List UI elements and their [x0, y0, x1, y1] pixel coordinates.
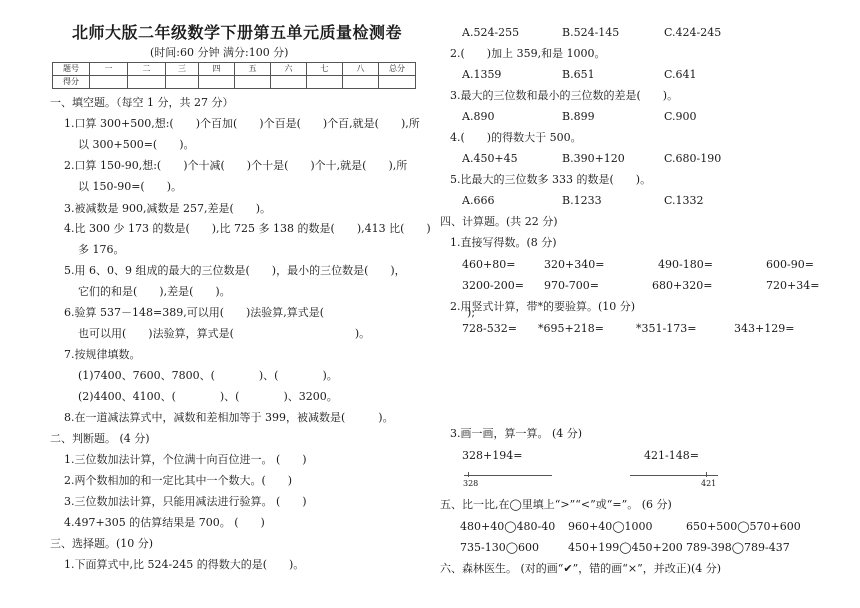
choice-option[interactable]: C.900 — [664, 110, 697, 123]
calc-item: 343+129= — [734, 322, 795, 335]
judge-item: 4.497+305 的估算结果是 700。 ( ) — [64, 516, 265, 529]
compare-item[interactable]: 735-130◯600 — [460, 541, 540, 554]
question-line: 5.用 6、0、9 组成的最大的三位数是( )，最小的三位数是( )， — [64, 264, 406, 277]
score-cell: 四 — [199, 63, 235, 76]
score-input-cell[interactable] — [271, 76, 307, 89]
question-line: 8.在一道减法算式中，减数和差相加等于 399，被减数是( )。 — [64, 411, 394, 424]
question-line: 也可以用( )法验算，算式是( )。 — [78, 327, 371, 340]
score-input-cell[interactable] — [128, 76, 166, 89]
score-cell: 六 — [271, 63, 307, 76]
question-line: 以 150-90=( )。 — [78, 180, 183, 193]
question-line: 它们的和是( ),差是( )。 — [78, 285, 231, 298]
score-input-cell[interactable] — [90, 76, 128, 89]
calc-item: 720+34= — [766, 279, 820, 292]
score-input-cell[interactable] — [166, 76, 199, 89]
choice-question: 2.( )加上 359,和是 1000。 — [450, 47, 606, 60]
sub-question: 3.画一画，算一算。 (4 分) — [450, 427, 583, 440]
choice-question: 3.最大的三位数和最小的三位数的差是( )。 — [450, 89, 679, 102]
number-line — [464, 475, 552, 476]
calc-item: 3200-200= — [462, 279, 524, 292]
score-input-cell[interactable] — [307, 76, 343, 89]
choice-option[interactable]: A.890 — [462, 110, 495, 123]
section-2-title: 二、判断题。 (4 分) — [50, 432, 150, 445]
choice-option[interactable]: C.1332 — [664, 194, 704, 207]
score-input-cell[interactable] — [199, 76, 235, 89]
score-cell: 题号 — [53, 63, 90, 76]
sub-question: 1.直接写得数。(8 分) — [450, 236, 557, 249]
choice-question: 5.比最大的三位数多 333 的数是( )。 — [450, 173, 652, 186]
score-cell: 得分 — [53, 76, 90, 89]
score-cell: 二 — [128, 63, 166, 76]
score-cell: 八 — [343, 63, 379, 76]
score-input-cell[interactable] — [235, 76, 271, 89]
question-line: 7.按规律填数。 — [64, 348, 141, 361]
calc-item: 421-148= — [644, 449, 699, 462]
calc-item: 328+194= — [462, 449, 523, 462]
question-line: (2)4400、4100、( )、( )、3200。 — [78, 390, 338, 403]
question-line: 2.口算 150-90,想:( )个十减( )个十是( )个十,就是( ),所 — [64, 159, 408, 172]
choice-option[interactable]: B.1233 — [562, 194, 602, 207]
judge-item: 3.三位数加法计算，只能用减法进行验算。 ( ) — [64, 495, 307, 508]
choice-option[interactable]: B.524-145 — [562, 26, 620, 39]
choice-option[interactable]: C.680-190 — [664, 152, 722, 165]
choice-question: 4.( )的得数大于 500。 — [450, 131, 582, 144]
choice-option[interactable]: B.390+120 — [562, 152, 625, 165]
judge-item: 2.两个数相加的和一定比其中一个数大。( ) — [64, 474, 293, 487]
calc-item: 320+340= — [544, 258, 605, 271]
calc-item: 600-90= — [766, 258, 814, 271]
section-6-title: 六、森林医生。 (对的画“✔”，错的画“×”，并改正)(4 分) — [440, 562, 722, 575]
section-1-title: 一、填空题。（每空 1 分，共 27 分） — [50, 96, 234, 109]
calc-item: *695+218= — [538, 322, 604, 335]
page-title: 北师大版二年级数学下册第五单元质量检测卷 — [72, 23, 403, 42]
score-cell: 七 — [307, 63, 343, 76]
judge-item: 1.三位数加法计算，个位满十向百位进一。 ( ) — [64, 453, 307, 466]
section-4-title: 四、计算题。(共 22 分) — [440, 215, 558, 228]
choice-option[interactable]: C.641 — [664, 68, 697, 81]
compare-item[interactable]: 789-398◯789-437 — [686, 541, 790, 554]
compare-item[interactable]: 480+40◯480-40 — [460, 520, 556, 533]
score-input-cell[interactable] — [343, 76, 379, 89]
score-cell: 一 — [90, 63, 128, 76]
score-input-cell[interactable] — [379, 76, 416, 89]
question-line: 以 300+500=( )。 — [78, 138, 195, 151]
score-cell: 五 — [235, 63, 271, 76]
choice-option[interactable]: A.524-255 — [462, 26, 520, 39]
score-cell: 三 — [166, 63, 199, 76]
section-3-title: 三、选择题。(10 分) — [50, 537, 154, 550]
question-line: 3.被减数是 900,减数是 257,差是( )。 — [64, 202, 272, 215]
compare-item[interactable]: 960+40◯1000 — [568, 520, 653, 533]
question-line: 多 176。 — [78, 243, 125, 256]
question-line: 6.验算 537－148=389,可以用( )法验算,算式是( ); — [64, 306, 476, 319]
question-line: (1)7400、7600、7800、( )、( )。 — [78, 369, 338, 382]
score-table-header-row — [53, 63, 416, 76]
calc-item: 728-532= — [462, 322, 517, 335]
calc-item: 490-180= — [658, 258, 713, 271]
number-line-label: 328 — [463, 479, 479, 488]
choice-option[interactable]: A.450+45 — [462, 152, 518, 165]
choice-option[interactable]: A.666 — [462, 194, 495, 207]
section-5-title: 五、比一比,在◯里填上“>”“<”或“=”。 (6 分) — [440, 498, 672, 511]
compare-item[interactable]: 650+500◯570+600 — [686, 520, 801, 533]
page-subtitle: (时间:60 分钟 满分:100 分) — [150, 46, 289, 59]
choice-option[interactable]: B.899 — [562, 110, 595, 123]
score-cell: 总分 — [379, 63, 416, 76]
choice-option[interactable]: B.651 — [562, 68, 595, 81]
number-line-label: 421 — [701, 479, 717, 488]
calc-item: 970-700= — [544, 279, 599, 292]
question-line: 4.比 300 少 173 的数是( ),比 725 多 138 的数是( ),413 比( ) — [64, 222, 431, 235]
choice-option[interactable]: A.1359 — [462, 68, 502, 81]
score-table-score-row — [53, 76, 416, 89]
calc-item: 680+320= — [652, 279, 713, 292]
choice-question: 1.下面算式中,比 524-245 的得数大的是( )。 — [64, 558, 305, 571]
sub-question: 2.用竖式计算，带*的要验算。(10 分) — [450, 300, 636, 313]
compare-item[interactable]: 450+199◯450+200 — [568, 541, 683, 554]
question-line: 1.口算 300+500,想:( )个百加( )个百是( )个百,就是( ),所 — [64, 117, 420, 130]
calc-item: 460+80= — [462, 258, 516, 271]
number-line — [630, 475, 718, 476]
choice-option[interactable]: C.424-245 — [664, 26, 722, 39]
calc-item: *351-173= — [636, 322, 697, 335]
score-table — [52, 62, 416, 89]
